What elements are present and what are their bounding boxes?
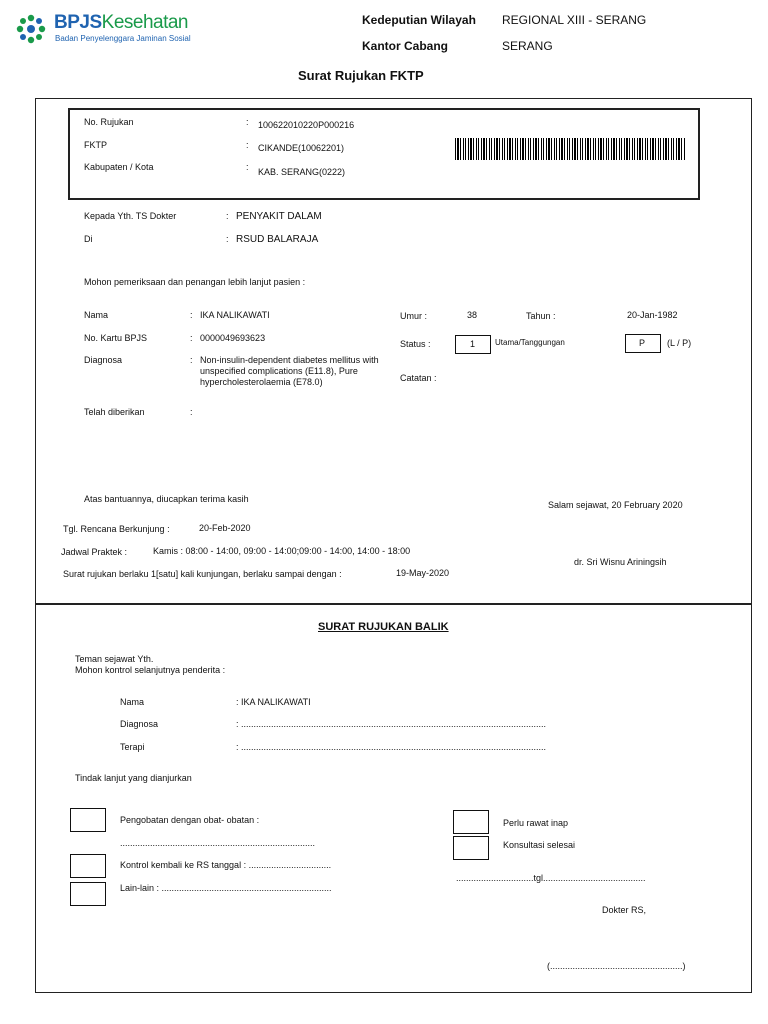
sex-value: P	[639, 338, 646, 348]
card-value: 0000049693623	[200, 333, 266, 343]
back-diagnosis-field[interactable]: : ..........................................................................................................................	[236, 719, 547, 729]
status-note: Utama/Tanggungan	[495, 338, 565, 347]
control-request: Mohon kontrol selanjutnya penderita :	[75, 665, 226, 675]
given-label: Telah diberikan	[84, 407, 145, 417]
fktp-value: CIKANDE(10062201)	[258, 143, 345, 153]
referral-no-value: 100622010220P000216	[258, 120, 355, 130]
given-colon: :	[190, 407, 193, 417]
patient-name-label: Nama	[84, 310, 109, 320]
followup-label: Tindak lanjut yang dianjurkan	[75, 773, 192, 783]
schedule-label: Jadwal Praktek :	[61, 547, 128, 557]
age-value: 38	[467, 310, 478, 320]
page-title: Surat Rujukan FKTP	[298, 68, 424, 83]
status-label: Status :	[400, 339, 431, 349]
doctor-label: Kepada Yth. TS Dokter	[84, 211, 177, 221]
medicine-checkbox[interactable]	[70, 808, 106, 832]
salutation: Teman sejawat Yth.	[75, 654, 154, 664]
at-label: Di	[84, 234, 93, 244]
doctor-value: PENYAKIT DALAM	[236, 211, 322, 222]
at-colon: :	[226, 234, 229, 244]
signature-line[interactable]: (.....................................................)	[547, 961, 686, 971]
validity-date: 19-May-2020	[396, 568, 450, 578]
request-text: Mohon pemeriksaan dan penangan lebih lanjut pasien :	[84, 277, 306, 287]
therapy-label: Terapi	[120, 742, 145, 752]
city-colon: :	[246, 162, 249, 172]
deputy-value: REGIONAL XIII - SERANG	[502, 13, 647, 27]
logo-main: BPJS	[54, 12, 102, 33]
sex-note: (L / P)	[667, 338, 692, 348]
done-checkbox[interactable]	[453, 836, 489, 860]
other-label: Lain-lain : ....................................................................	[120, 883, 332, 893]
fktp-colon: :	[246, 140, 249, 150]
therapy-field[interactable]: : ..........................................................................................................................	[236, 742, 547, 752]
card-label: No. Kartu BPJS	[84, 333, 148, 343]
logo-accent: Kesehatan	[101, 12, 188, 33]
back-name-value: : IKA NALIKAWATI	[236, 697, 311, 707]
control-label: Kontrol kembali ke RS tanggal : .................................	[120, 860, 332, 870]
other-checkbox[interactable]	[70, 882, 106, 906]
inpatient-label: Perlu rawat inap	[503, 818, 569, 828]
bpjs-logo	[16, 12, 196, 46]
patient-name-colon: :	[190, 310, 193, 320]
city-value: KAB. SERANG(0222)	[258, 167, 346, 177]
inpatient-checkbox[interactable]	[453, 810, 489, 834]
greeting-text: Salam sejawat, 20 February 2020	[548, 500, 683, 510]
rs-doctor-label: Dokter RS,	[602, 905, 647, 915]
city-label: Kabupaten / Kota	[84, 162, 154, 172]
diagnosis-colon: :	[190, 355, 193, 365]
card-colon: :	[190, 333, 193, 343]
diagnosis-value: Non-insulin-dependent diabetes mellitus with unspecified complications (E11.8), Pure hypercholesterolaemia (E78.0)	[200, 355, 379, 387]
dob-value: 20-Jan-1982	[627, 310, 678, 320]
notes-label: Catatan :	[400, 373, 437, 383]
age-label: Umur :	[400, 311, 427, 321]
deputy-label: Kedeputian Wilayah	[362, 13, 476, 27]
fktp-label: FKTP	[84, 140, 108, 150]
doctor-name: dr. Sri Wisnu Ariningsih	[574, 557, 667, 567]
branch-value: SERANG	[502, 39, 553, 53]
status-value: 1	[470, 339, 476, 349]
bpjs-logo-icon	[16, 14, 46, 44]
referral-barcode	[455, 138, 686, 160]
patient-name-value: IKA NALIKAWATI	[200, 310, 270, 320]
year-label: Tahun :	[526, 311, 556, 321]
referral-no-label: No. Rujukan	[84, 117, 134, 127]
back-referral-title: SURAT RUJUKAN BALIK	[318, 621, 449, 633]
validity-text: Surat rujukan berlaku 1[satu] kali kunjungan, berlaku sampai dengan :	[63, 569, 342, 579]
logo-tagline: Badan Penyelenggara Jaminan Sosial	[55, 34, 191, 43]
thanks-text: Atas bantuannya, diucapkan terima kasih	[84, 494, 249, 504]
back-name-label: Nama	[120, 697, 145, 707]
medicine-label: Pengobatan dengan obat- obatan :	[120, 815, 260, 825]
branch-label: Kantor Cabang	[362, 39, 449, 53]
visit-plan-label: Tgl. Rencana Berkunjung :	[63, 524, 170, 534]
date-line[interactable]: ...............................tgl.........................................	[456, 873, 646, 883]
diagnosis-label: Diagnosa	[84, 355, 123, 365]
schedule-value: Kamis : 08:00 - 14:00, 09:00 - 14:00;09:00 - 14:00, 14:00 - 18:00	[153, 546, 411, 556]
control-checkbox[interactable]	[70, 854, 106, 878]
at-value: RSUD BALARAJA	[236, 234, 319, 245]
visit-plan-value: 20-Feb-2020	[199, 523, 251, 533]
medicine-line[interactable]: ..............................................................................	[120, 838, 316, 848]
done-label: Konsultasi selesai	[503, 840, 576, 850]
back-diagnosis-label: Diagnosa	[120, 719, 159, 729]
doctor-colon: :	[226, 211, 229, 221]
referral-no-colon: :	[246, 117, 249, 127]
